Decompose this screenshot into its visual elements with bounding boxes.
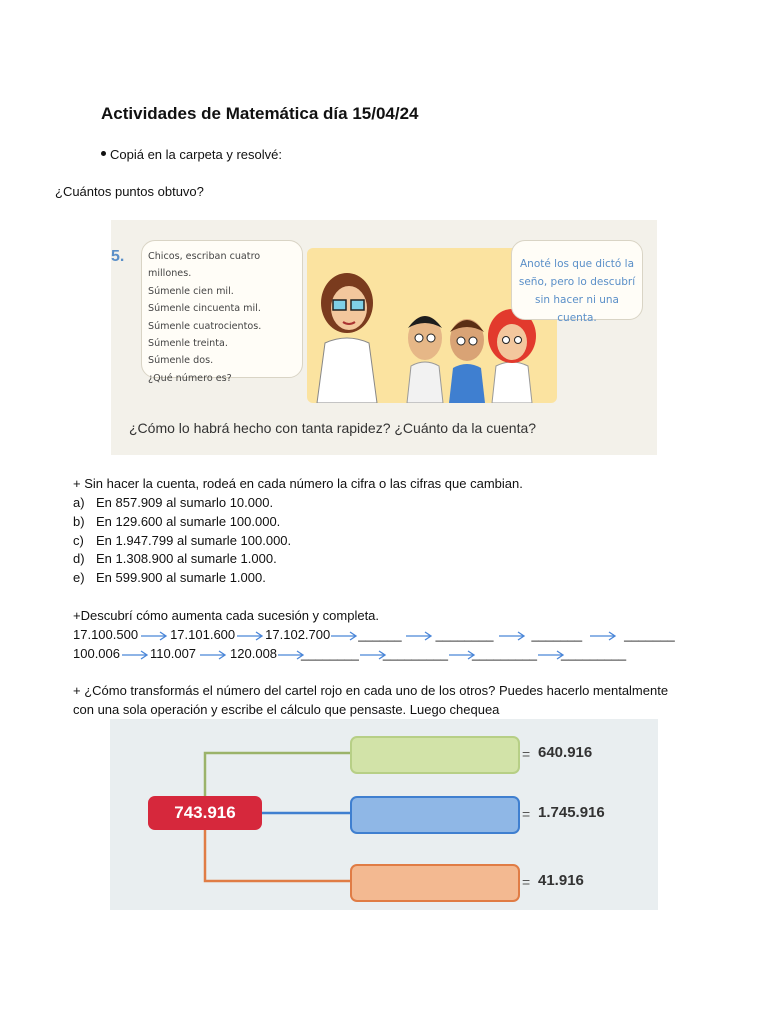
sequence-blank: ______ <box>358 627 402 642</box>
arrow-right-icon <box>330 631 358 641</box>
sequence-term: 17.101.600 <box>170 627 236 642</box>
exercise-letter: b) <box>73 513 85 529</box>
classroom-illustration <box>111 220 657 455</box>
section-transform-line-1: + ¿Cómo transformás el número del cartel rojo en cada uno de los otros? Puedes hacerlo mentalmente <box>73 683 669 698</box>
instruction-text: Copiá en la carpeta y resolvé: <box>110 147 282 162</box>
exercise-text: En 1.308.900 al sumarle 1.000. <box>96 551 277 567</box>
kid-speech-bubble <box>511 240 643 324</box>
sequence-term: 17.100.500 <box>73 627 139 642</box>
exercise-text: En 1.947.799 al sumarle 100.000. <box>96 532 292 548</box>
question-points: ¿Cuántos puntos obtuvo? <box>55 184 204 199</box>
exercise-letter: d) <box>73 551 85 567</box>
exercise-letter: e) <box>73 570 85 586</box>
kid-bubble-line: sin hacer ni una cuenta. <box>534 294 619 324</box>
arrow-right-icon <box>589 631 617 641</box>
kid-bubble-line: Anoté los que dictó la <box>519 258 635 270</box>
teacher-bubble-line: Súmenle treinta. <box>148 338 228 350</box>
teacher-bubble-line: Súmenle cien mil. <box>148 285 234 297</box>
section-sequence-heading: +Descubrí cómo aumenta cada sucesión y completa. <box>73 608 380 623</box>
exercise-text: En 129.600 al sumarle 100.000. <box>96 513 281 529</box>
page-title: Actividades de Matemática día 15/04/24 <box>101 104 419 123</box>
source-number-box <box>148 796 262 830</box>
target-value: 640.916 <box>538 744 593 761</box>
bullet-icon <box>101 151 106 156</box>
teacher-bubble-line: Súmenle cuatrocientos. <box>148 320 262 332</box>
equals-sign: = <box>522 806 531 822</box>
source-number: 743.916 <box>174 803 236 822</box>
equals-sign: = <box>522 874 531 890</box>
exercise-text: En 599.900 al sumarle 1.000. <box>96 570 266 586</box>
teacher-bubble-line: Súmenle dos. <box>148 355 214 367</box>
target-box <box>350 736 520 774</box>
sequence-term: 120.008 <box>230 646 278 661</box>
arrow-right-icon <box>405 631 433 641</box>
instruction-bullet <box>101 147 282 162</box>
equals-sign: = <box>522 746 531 762</box>
teacher-bubble-line: ¿Qué número es? <box>148 372 232 384</box>
sequence-term: 17.102.700 <box>265 627 331 642</box>
arrow-right-icon <box>236 631 264 641</box>
target-value: 41.916 <box>538 872 584 889</box>
sequence-blank: ________ <box>301 646 359 661</box>
teacher-speech-bubble <box>141 240 303 384</box>
target-value: 1.745.916 <box>538 804 605 821</box>
sequence-blank: _______ <box>531 627 583 642</box>
arrow-right-icon <box>121 650 149 660</box>
sequence-term: 110.007 <box>150 646 197 661</box>
target-box <box>350 796 520 834</box>
sequence-blank: _______ <box>624 627 675 642</box>
section-circle-digits-heading: + Sin hacer la cuenta, rodeá en cada número la cifra o las cifras que cambian. <box>73 476 523 491</box>
sequence-blank: _________ <box>471 646 538 661</box>
arrow-right-icon <box>199 650 227 660</box>
exercise-text: En 857.909 al sumarlo 10.000. <box>96 495 274 510</box>
kid-bubble-line: seño, pero lo descubrí <box>518 276 636 288</box>
arrow-right-icon <box>140 631 168 641</box>
sequence-row-2 <box>73 645 626 664</box>
sequence-term: 100.006 <box>73 646 120 661</box>
sequence-blank: _________ <box>561 646 627 661</box>
arrow-right-icon <box>498 631 526 641</box>
number-transform-diagram <box>110 719 658 910</box>
target-box <box>350 864 520 902</box>
teacher-bubble-line: Chicos, escriban cuatro millones. <box>148 251 261 280</box>
sequence-row-1 <box>73 626 675 645</box>
section-transform-line-2: con una sola operación y escribe el cálculo que pensaste. Luego chequea <box>73 702 500 717</box>
exercise-letter: c) <box>73 532 84 548</box>
sequence-blank: ________ <box>435 627 494 642</box>
exercise-letter: a) <box>73 495 85 510</box>
teacher-bubble-line: Súmenle cincuenta mil. <box>148 303 261 315</box>
exercise-number: 5. <box>111 248 125 265</box>
sequence-blank: _________ <box>382 646 448 661</box>
illustration-caption: ¿Cómo lo habrá hecho con tanta rapidez? ¿Cuánto da la cuenta? <box>129 420 537 436</box>
